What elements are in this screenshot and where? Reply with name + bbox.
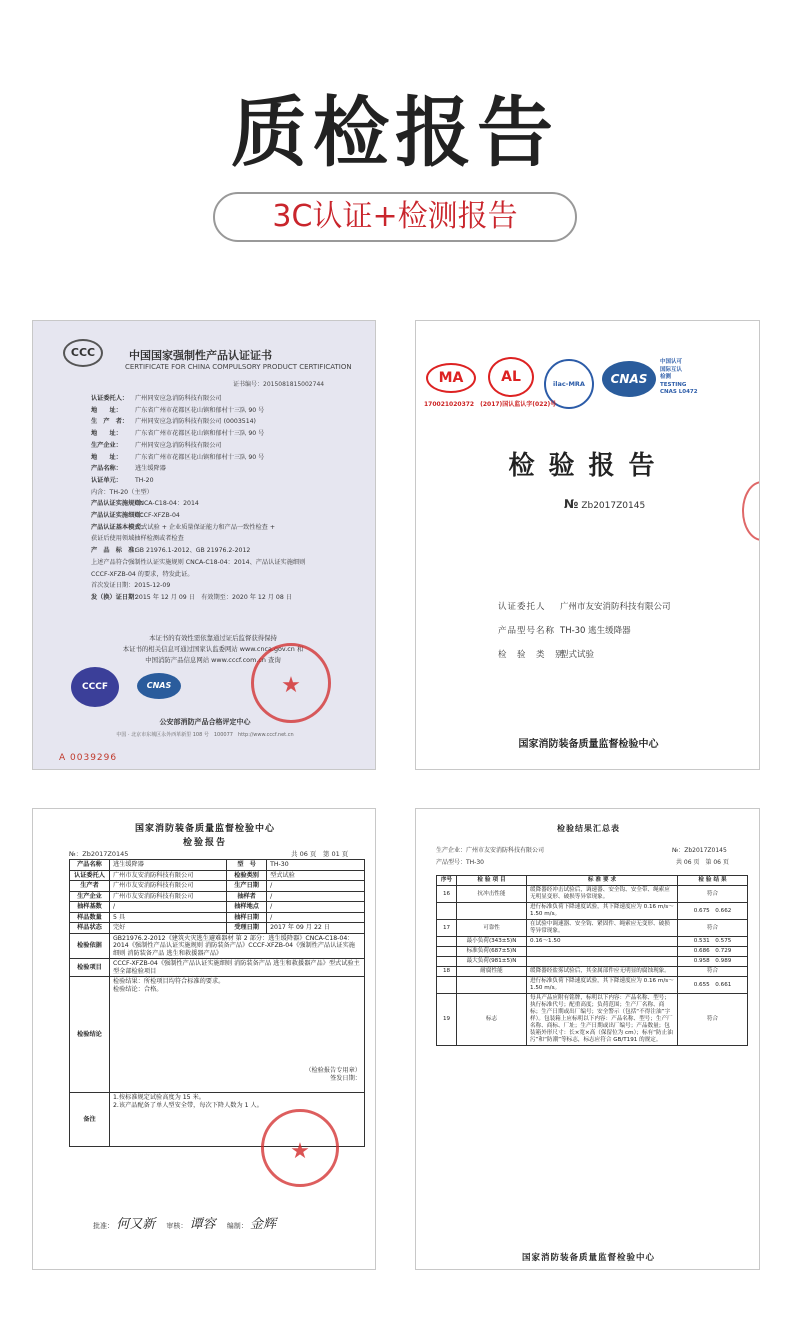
cal-logo-icon: AL <box>488 357 534 397</box>
table-cell-req: 缓降器经冲击试验后，调速器、安全钩、安全带、绳索应无明显变形、破损等异常现象。 <box>527 886 678 903</box>
table-header-row <box>437 876 748 886</box>
certificate-field-row <box>91 393 361 405</box>
table-cell-req <box>527 957 678 967</box>
table-cell-item: 最大负荷(981±5)N <box>457 957 527 967</box>
certificate-field-label: 地 址： <box>91 406 122 414</box>
report-field-row <box>498 643 671 667</box>
accreditation-line: 国际互认 <box>660 366 683 373</box>
report-page-pagination: 共 06 页 第 01 页 <box>291 850 349 858</box>
certificate-fields <box>91 393 361 604</box>
table-value-cell: 2017 年 09 月 22 日 <box>267 923 365 934</box>
table-cell-no: 18 <box>437 967 457 977</box>
table-header-cell: 序号 <box>437 876 457 886</box>
note-line: 2.该产品配备了单人型安全带，每次下降人数为 1 人。 <box>113 1101 263 1109</box>
certificate-field-value: 广东省广州市花都区花山镇和郁村十三队 90 号 <box>135 406 265 414</box>
table-value-cell: 型式试验 <box>267 870 365 881</box>
certificate-field-value: 广州同安应急消防科技有限公司 <box>135 395 222 402</box>
report-number-value: Zb2017Z0145 <box>581 501 646 511</box>
certificate-field-value: 广东省广州市花都区花山镇和郁村十三队 90 号 <box>135 430 265 438</box>
approver-signature: 何又新 <box>116 1217 156 1232</box>
report-field-row <box>498 595 671 619</box>
cccf-logo-icon: CCCF <box>71 667 119 707</box>
table-value-cell: 广州市友安消防科技有限公司 <box>110 881 227 892</box>
summary-card <box>415 808 760 1270</box>
certificate-field-value: 广州同安应急消防科技有限公司 <box>135 441 222 449</box>
table-row <box>437 947 748 957</box>
certificate-field-label: 产品认证基本模式： <box>91 523 147 531</box>
reviewer-signature: 谭容 <box>189 1217 216 1232</box>
report-number <box>564 497 645 511</box>
certificate-field-value: 型式试验 + 企业质量保证能力和产品一致性检查 + <box>135 523 276 531</box>
summary-pagination: 共 06 页 第 06 页 <box>676 859 729 866</box>
table-label-cell: 生产企业 <box>70 891 110 902</box>
table-cell-item: 可靠性 <box>457 920 527 937</box>
edge-seal-icon <box>742 481 760 541</box>
cma-logo-icon: MA <box>426 363 476 393</box>
table-cell-no <box>437 937 457 947</box>
certificate-field-value: 上述产品符合强制性认证实施规则 CNCA-C18-04：2014、产品认证实施细则 <box>91 558 306 566</box>
certificate-title: 中国国家强制性产品认证证书 <box>129 349 272 362</box>
certificate-field-label: 地 址： <box>91 430 122 438</box>
note-line: 1.按标准规定试验高度为 15 米。 <box>113 1094 205 1101</box>
certificate-field-value: 逃生缓降器 <box>135 465 166 473</box>
table-cell-res: 符合 <box>678 994 748 1046</box>
conclusion-block <box>113 978 361 1082</box>
editor-signature: 金辉 <box>250 1217 277 1232</box>
certificate-field-value: CCCF-XFZB-04 的要求，特发此证。 <box>91 570 194 578</box>
table-row <box>437 967 748 977</box>
certificate-field-label: 认证委托人： <box>91 395 129 402</box>
basis-text: GB21976.2-2012《建筑火灾逃生避难器材 第 2 部分：逃生缓降器》CNCA-C18-04：2014《强制性产品认证实施规则 消防装备产品》CCCF-XFZB-04《强制性产品认证实施细则 消防装备产品 逃生和救援器产品》 <box>113 934 355 957</box>
table-label-cell: 抽样者 <box>227 891 267 902</box>
table-row <box>437 977 748 994</box>
table-cell-res: 符合 <box>678 886 748 903</box>
certificate-field-row <box>91 463 361 475</box>
table-row <box>70 860 365 871</box>
ccc-logo-icon: CCC <box>63 339 103 367</box>
certificate-field-value: 内含：TH-20（主型） <box>91 488 153 496</box>
certificate-field-value: 首次发证日期：2015-12-09 <box>91 582 171 590</box>
table-cell-no <box>437 957 457 967</box>
certificate-field-row <box>91 545 361 557</box>
accreditation-line: 检测 <box>660 374 672 380</box>
table-label-cell: 产品名称 <box>70 860 110 871</box>
table-row <box>70 870 365 881</box>
table-value-cell: / <box>110 902 227 913</box>
table-label-cell: 样品状态 <box>70 923 110 934</box>
certificate-field-row <box>91 580 361 592</box>
table-value-cell: / <box>267 891 365 902</box>
table-row <box>70 959 365 977</box>
report-page-number: №：Zb2017Z0145 <box>69 850 129 858</box>
summary-model: 产品型号：TH-30 <box>436 859 484 866</box>
seal-note: （检验报告专用章） <box>305 1067 361 1074</box>
table-row <box>70 933 365 959</box>
certificate-field-label: 地 址： <box>91 453 122 461</box>
certificate-number: 证书编号：2015081815002744 <box>233 381 325 388</box>
table-cell-res: 符合 <box>678 967 748 977</box>
certificate-address: 中国 · 北京市东城区永外西革新里 108 号 100077 http://www.cccf.net.cn <box>116 732 294 738</box>
table-row <box>70 912 365 923</box>
certificate-field-label: 产品认证实施规则： <box>91 500 147 508</box>
table-value-cell: / <box>267 902 365 913</box>
table-value-cell <box>110 933 365 959</box>
table-label-cell: 抽样日期 <box>227 912 267 923</box>
table-row <box>70 902 365 913</box>
editor-label: 编制： <box>226 1222 248 1230</box>
table-label-cell: 样品数量 <box>70 912 110 923</box>
certificate-field-label: 发（换）证日期： <box>91 593 141 601</box>
certificate-notice-line: 本证书的相关信息可通过国家认监委网站 www.cnca.gov.cn 和 <box>122 645 304 653</box>
table-cell-res: 0.531 0.575 <box>678 937 748 947</box>
table-cell-item <box>457 903 527 920</box>
page-title: 质检报告 <box>231 88 559 177</box>
summary-heading: 检验结果汇总表 <box>557 824 620 833</box>
cnas-logo-icon: CNAS <box>137 673 181 699</box>
table-cell-no <box>437 947 457 957</box>
table-cell-req: 在试验中调速器、安全钩、紧固件、绳索应无变形、破损等异常现象。 <box>527 920 678 937</box>
table-value-cell: 完好 <box>110 923 227 934</box>
report-page-heading: 国家消防装备质量监督检验中心 <box>134 824 275 834</box>
table-cell-item: 最小负荷(343±5)N <box>457 937 527 947</box>
table-cell-no <box>437 903 457 920</box>
table-value-cell: 逃生缓降器 <box>110 860 227 871</box>
certificate-field-label: 产品名称： <box>91 465 122 473</box>
report-center: 国家消防装备质量监督检验中心 <box>518 739 659 750</box>
accreditation-line: 中国认可 <box>660 359 683 365</box>
certificate-field-row <box>91 405 361 417</box>
report-field-label: 产品型号名称 <box>498 626 556 636</box>
signature-row <box>93 1213 276 1232</box>
table-cell-req: 进行标准负荷下降速度试验，其下降速度应为 0.16 m/s～1.50 m/s。 <box>527 977 678 994</box>
certificate-field-label: 产 品 标 准： <box>91 547 141 555</box>
table-row <box>70 923 365 934</box>
summary-footer: 国家消防装备质量监督检验中心 <box>521 1253 655 1263</box>
table-header-cell: 检 验 结 果 <box>678 876 748 886</box>
report-field-value: TH-30 逃生缓降器 <box>560 626 631 636</box>
certificate-notice-line: 本证书的有效性需依靠通过证后监督获得保持 <box>149 634 277 642</box>
accreditation-codes: 170021020372 (2017)国认监认字(022)号 <box>424 401 557 408</box>
table-cell-res: 0.686 0.729 <box>678 947 748 957</box>
table-cell-req: 缓降器经盐雾试验后，其金属部件应无明显的腐蚀现象。 <box>527 967 678 977</box>
report-cover-card <box>415 320 760 770</box>
table-cell-req: 0.16～1.50 <box>527 937 678 947</box>
table-cell-res: 0.958 0.989 <box>678 957 748 967</box>
table-label-cell: 生产者 <box>70 881 110 892</box>
table-value-cell <box>110 959 365 977</box>
table-label-cell: 检验项目 <box>70 959 110 977</box>
notes-block <box>113 1094 361 1109</box>
table-label-cell: 抽样基数 <box>70 902 110 913</box>
certificate-field-row <box>91 475 361 487</box>
table-row <box>437 957 748 967</box>
table-label-cell: 抽样地点 <box>227 902 267 913</box>
red-seal-icon: ★ <box>261 1109 339 1187</box>
certificate-field-row <box>91 557 361 569</box>
table-cell-no <box>437 977 457 994</box>
table-cell-item: 耐腐性能 <box>457 967 527 977</box>
certificate-field-value: 广州同安应急消防科技有限公司 (0003514) <box>135 418 256 426</box>
report-field-label: 检 验 类 别 <box>498 650 565 660</box>
certificate-field-value: 获证后使用领域抽样检测或者检查 <box>91 535 184 543</box>
table-label-cell: 受理日期 <box>227 923 267 934</box>
certificate-field-value: CCCF-XFZB-04 <box>135 512 180 520</box>
red-seal-icon: ★ <box>251 643 331 723</box>
table-row <box>437 920 748 937</box>
approver-label: 批准： <box>93 1222 114 1230</box>
table-cell-res: 符合 <box>678 920 748 937</box>
certificate-field-row <box>91 416 361 428</box>
table-cell-res: 0.675 0.662 <box>678 903 748 920</box>
certificate-field-label: 认证单元： <box>91 476 122 484</box>
report-field-row <box>498 619 671 643</box>
table-cell-no: 19 <box>437 994 457 1046</box>
table-row <box>70 881 365 892</box>
certificate-field-row <box>91 452 361 464</box>
table-cell-item: 抗冲击性能 <box>457 886 527 903</box>
report-field-label: 认证委托人 <box>498 602 546 612</box>
certificate-field-value: 2015 年 12 月 09 日 有效期至：2020 年 12 月 08 日 <box>135 593 292 601</box>
certificate-serial: A 0039296 <box>59 753 118 763</box>
table-label-cell: 检验类别 <box>227 870 267 881</box>
accreditation-line: TESTING <box>660 381 687 388</box>
summary-number: №：Zb2017Z0145 <box>672 847 727 854</box>
items-text: CCCF-XFZB-04《强制性产品认证实施细则 消防装备产品 逃生和救援器产品》型式试验主型全部检验项目 <box>113 960 360 975</box>
table-value-cell: 广州市友安消防科技有限公司 <box>110 870 227 881</box>
conclusion-line: 检验结果：所检项目均符合标准的要求。 <box>113 978 225 985</box>
table-value-cell: 5 具 <box>110 912 227 923</box>
accreditation-text <box>660 359 698 397</box>
certificate-field-value: CNCA-C18-04：2014 <box>135 500 199 508</box>
certificate-field-label: 产品认证实施细则： <box>91 512 147 520</box>
certificate-field-value: TH-20 <box>135 476 154 484</box>
summary-table <box>436 875 748 1046</box>
table-cell-req: 每具产品应附有铭牌，标明以下内容：产品名称、型号；执行标准代号；配重高度；负荷范围；生产厂名称、商标；生产日期或出厂编号；安全警示（包括“不得注油”字样）。包装箱上应标明以下内容：产品名称、型号；生产厂名称、商标、厂址；生产日期或出厂编号；产品数量；包装箱外形尺寸：长×宽×高（保留位为 cm）；标有“防止油污”和“防潮”等标志，标志应符合 GB/T191 的规定。 <box>527 994 678 1046</box>
table-row <box>70 891 365 902</box>
table-cell-no: 16 <box>437 886 457 903</box>
table-row <box>437 937 748 947</box>
table-label-cell: 备注 <box>70 1093 110 1147</box>
table-row <box>70 977 365 1093</box>
table-value-cell: TH-30 <box>267 860 365 871</box>
accreditation-line: CNAS L0472 <box>660 389 698 395</box>
certificate-issuer: 公安部消防产品合格评定中心 <box>159 718 251 726</box>
report-fields <box>498 595 671 667</box>
report-page-card <box>32 808 376 1270</box>
table-label-cell: 检验结论 <box>70 977 110 1093</box>
table-header-cell: 标 准 要 求 <box>527 876 678 886</box>
report-page-subheading: 检验报告 <box>182 838 227 848</box>
certificate-field-row <box>91 533 361 545</box>
table-header-cell: 检 验 项 目 <box>457 876 527 886</box>
report-page-table <box>69 859 365 1147</box>
table-value-cell: 广州市友安消防科技有限公司 <box>110 891 227 902</box>
certificate-field-row <box>91 440 361 452</box>
table-row <box>437 903 748 920</box>
table-label-cell: 型 号 <box>227 860 267 871</box>
certificate-field-row <box>91 592 361 604</box>
certificate-card <box>32 320 376 770</box>
table-cell-item: 标准负荷(687±5)N <box>457 947 527 957</box>
report-title: 检验报告 <box>508 451 669 481</box>
certificate-field-row <box>91 569 361 581</box>
certificate-field-row <box>91 522 361 534</box>
table-value-cell: / <box>267 881 365 892</box>
table-label-cell: 生产日期 <box>227 881 267 892</box>
sign-date: 签发日期： <box>330 1074 361 1082</box>
subtitle-pill: 3C认证+检测报告 <box>213 192 577 242</box>
certificate-field-row <box>91 487 361 499</box>
table-cell-res: 0.655 0.661 <box>678 977 748 994</box>
table-cell-req <box>527 947 678 957</box>
certificate-field-label: 生产企业： <box>91 441 122 449</box>
table-row <box>437 886 748 903</box>
report-field-value: 型式试验 <box>560 650 595 660</box>
certificate-field-value: GB 21976.1-2012、GB 21976.2-2012 <box>135 547 251 555</box>
certificate-title-en: CERTIFICATE FOR CHINA COMPULSORY PRODUCT CERTIFICATION <box>125 363 352 371</box>
table-cell-no: 17 <box>437 920 457 937</box>
table-value-cell <box>110 977 365 1093</box>
certificate-field-value: 广东省广州市花都区花山镇和郁村十三队 90 号 <box>135 453 265 461</box>
table-value-cell: / <box>267 912 365 923</box>
certificate-field-label: 生 产 者： <box>91 418 129 426</box>
certificate-field-row <box>91 510 361 522</box>
table-label-cell: 检验依据 <box>70 933 110 959</box>
table-label-cell: 认证委托人 <box>70 870 110 881</box>
certificate-field-row <box>91 428 361 440</box>
table-cell-item <box>457 977 527 994</box>
report-field-value: 广州市友安消防科技有限公司 <box>560 602 671 612</box>
cnas-logo-icon: CNAS <box>602 361 656 397</box>
table-row <box>437 994 748 1046</box>
ilac-logo-icon: ilac-MRA <box>544 359 594 409</box>
summary-enterprise: 生产企业：广州市友安消防科技有限公司 <box>436 847 545 854</box>
table-cell-req: 进行标准负荷下降速度试验，其下降速度应为 0.16 m/s～1.50 m/s。 <box>527 903 678 920</box>
reviewer-label: 审核： <box>166 1222 188 1230</box>
table-cell-item: 标志 <box>457 994 527 1046</box>
number-symbol: № <box>564 497 579 511</box>
certificate-notice-line: 中国消防产品信息网站 www.cccf.com.cn 查询 <box>145 656 281 664</box>
certificate-field-row <box>91 498 361 510</box>
conclusion-line: 检验结论：合格。 <box>113 985 163 993</box>
